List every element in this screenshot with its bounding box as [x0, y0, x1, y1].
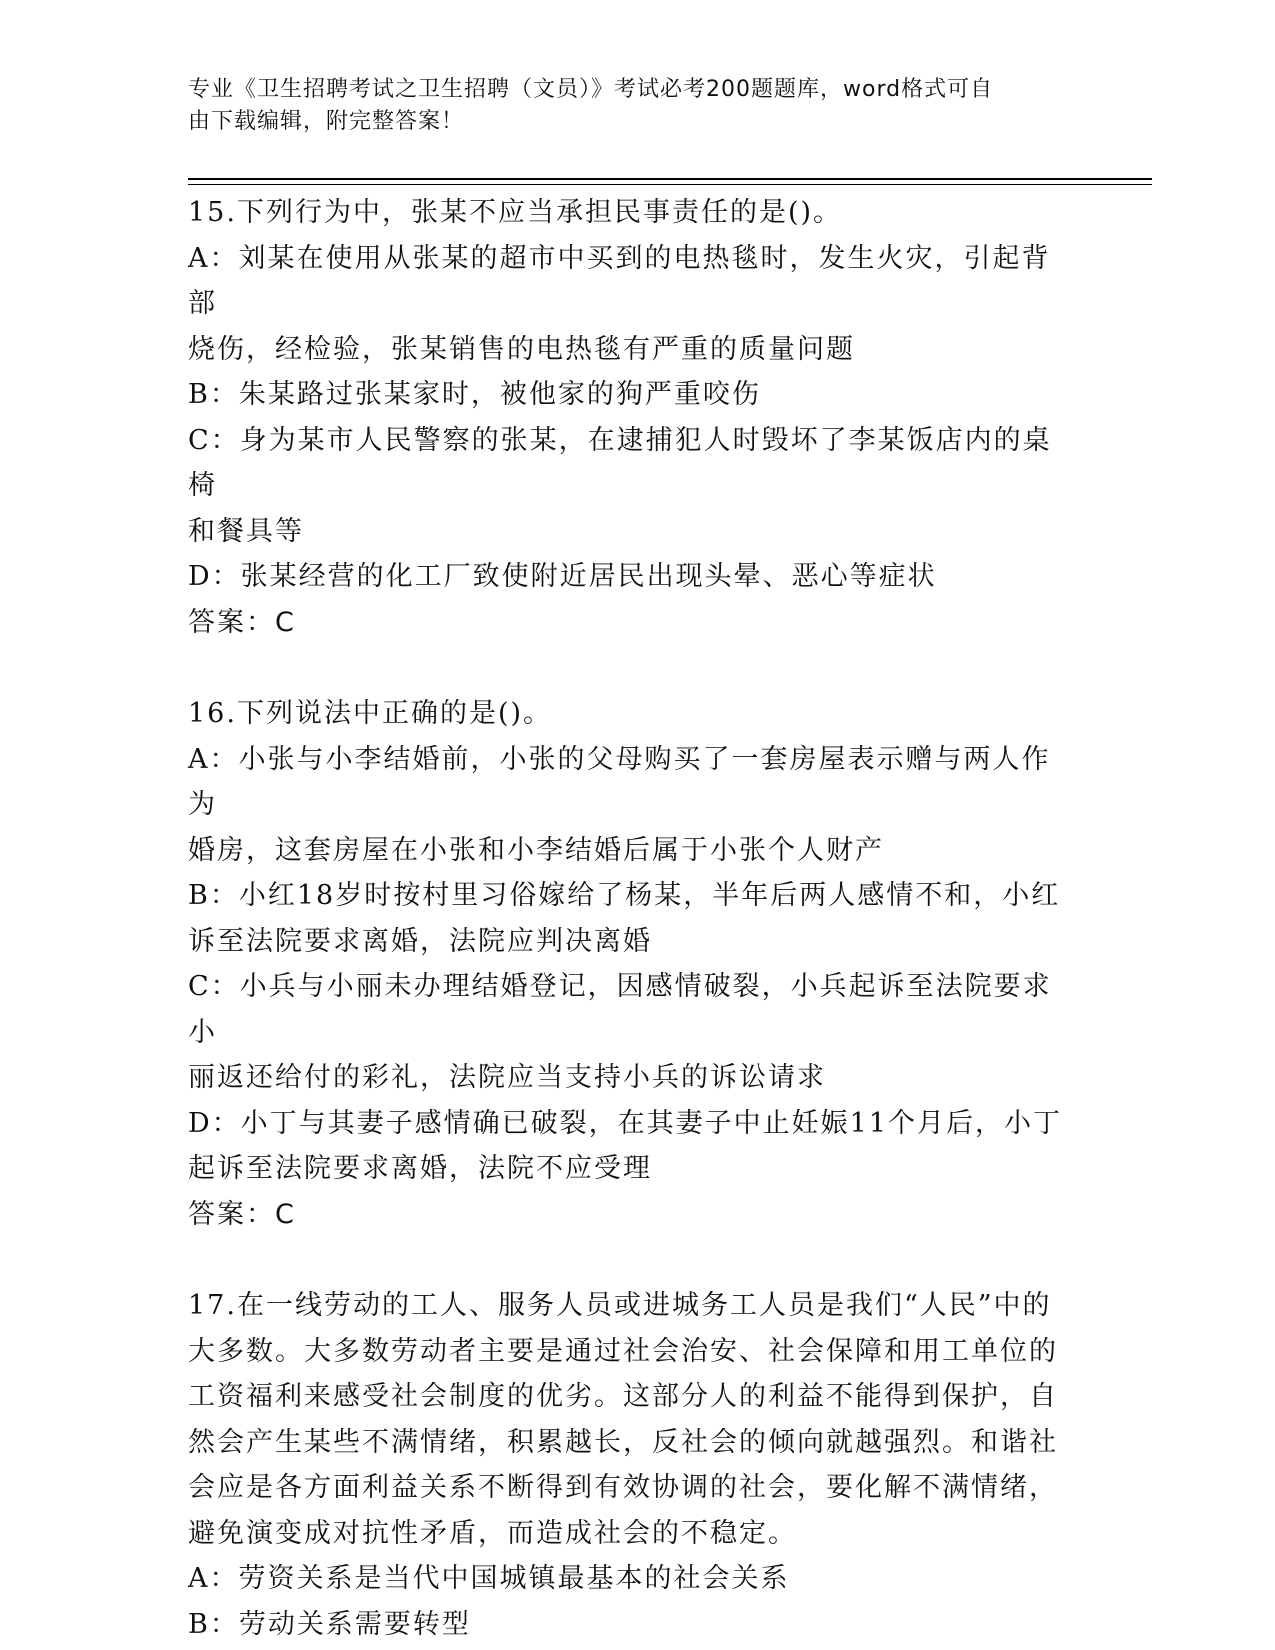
question-list [188, 190, 1068, 1647]
option-c: C：身为某市人民警察的张某，在逮捕犯人时毁坏了李某饭店内的桌椅 和餐具等 [188, 424, 1052, 547]
header-line-1: 专业《卫生招聘考试之卫生招聘（文员）》考试必考200题题库，word格式可自 [188, 77, 994, 102]
answer-label: 答案：C [188, 606, 296, 638]
question-stem: 17.在一线劳动的工人、服务人员或进城务工人员是我们“人民”中的 大多数。大多数劳动者主要是通过社会治安、社会保障和用工单位的 工资福利来感受社会制度的优劣。这部分人的利益不能得到保护，自 然会产生某些不满情绪，积累越长，反社会的倾向就越强烈。和谐社 会应是各方面利益关系不断得到有效协调的社会，要化解不满情绪， 避免演变成对抗性矛盾，而造成社会的不稳定。 [188, 1290, 1058, 1549]
option-a: A：小张与小李结婚前，小张的父母购买了一套房屋表示赠与两人作为 婚房，这套房屋在小张和小李结婚后属于小张个人财产 [188, 743, 1051, 866]
question-stem: 15.下列行为中，张某不应当承担民事责任的是()。 [188, 197, 843, 228]
option-a: A：劳资关系是当代中国城镇最基本的社会关系 [188, 1563, 790, 1594]
question-15 [188, 190, 1068, 645]
document-header [188, 74, 1068, 138]
answer-label: 答案：C [188, 1198, 296, 1230]
option-d: D：张某经营的化工厂致使附近居民出现头晕、恶心等症状 [188, 561, 937, 592]
option-b: B：朱某路过张某家时，被他家的狗严重咬伤 [188, 379, 761, 410]
option-d: D：小丁与其妻子感情确已破裂，在其妻子中止妊娠11个月后，小丁 起诉至法院要求离婚，法院不应受理 [188, 1107, 1063, 1184]
spacer [188, 1237, 1068, 1283]
option-b: B：小红18岁时按村里习俗嫁给了杨某，半年后两人感情不和，小红 诉至法院要求离婚，法院应判决离婚 [188, 880, 1061, 957]
question-16 [188, 691, 1068, 1237]
question-stem: 16.下列说法中正确的是()。 [188, 698, 553, 729]
header-line-2: 由下载编辑，附完整答案！ [188, 109, 465, 134]
header-rule-thick [188, 178, 1152, 180]
option-b: B：劳动关系需要转型 [188, 1608, 471, 1640]
option-c: C：小兵与小丽未办理结婚登记，因感情破裂，小兵起诉至法院要求小 丽返还给付的彩礼，法院应当支持小兵的诉讼请求 [188, 971, 1052, 1093]
header-rule-thin [188, 184, 1152, 185]
spacer [188, 645, 1068, 691]
option-a: A：刘某在使用从张某的超市中买到的电热毯时，发生火灾，引起背部 烧伤，经检验，张某销售的电热毯有严重的质量问题 [188, 242, 1051, 365]
question-17 [188, 1283, 1068, 1647]
